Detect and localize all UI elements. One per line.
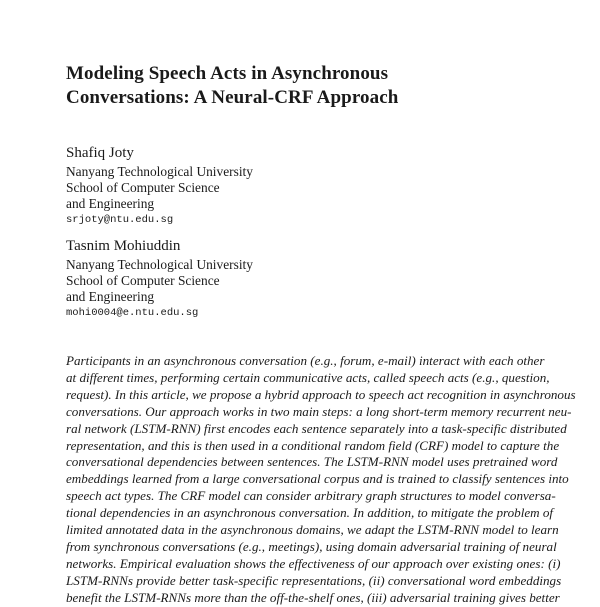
title-line: Modeling Speech Acts in Asynchronous: [66, 63, 389, 84]
author-affiliation-line: Nanyang Technological University: [66, 164, 253, 179]
abstract-line: LSTM-RNNs provide better task-specific representations, (ii) conversational word embeddings: [66, 572, 562, 588]
author-name: Shafiq Joty: [66, 145, 134, 161]
abstract-line: networks. Empirical evaluation shows the effectiveness of our approach over existing ones: (i): [66, 555, 561, 571]
author-block: [66, 144, 366, 228]
author-affiliation-line: School of Computer Science: [66, 273, 220, 288]
abstract-line: conversations. Our approach works in two main steps: a long short-term memory recurrent neu-: [66, 403, 572, 419]
abstract-line: Participants in an asynchronous conversation (e.g., forum, e-mail) interact with each other: [66, 353, 545, 368]
author-affiliation-line: Nanyang Technological University: [66, 257, 253, 272]
abstract-line: at different times, performing certain communicative acts, called speech acts (e.g., question,: [66, 369, 550, 385]
author-affiliation-line: and Engineering: [66, 196, 155, 211]
author-affiliation-line: and Engineering: [66, 289, 155, 304]
abstract-line: tional dependencies in an asynchronous conversation. In addition, to mitigate the problem of: [66, 505, 554, 521]
abstract-line: ral network (LSTM-RNN) first encodes each sentence separately into a task-specific distributed: [66, 420, 567, 436]
abstract: [66, 353, 576, 607]
author-email: mohi0004@e.ntu.edu.sg: [66, 307, 199, 319]
abstract-line: speech act types. The CRF model can consider arbitrary graph structures to model conversa-: [66, 488, 556, 504]
abstract-line: from synchronous conversations (e.g., meetings), using domain adversarial training of neural: [66, 538, 557, 554]
author-affiliation-line: School of Computer Science: [66, 180, 220, 195]
paper-title: [66, 62, 536, 110]
abstract-line: representation, and this is then used in a conditional random field (CRF) model to capture the: [66, 437, 560, 453]
abstract-line: limited annotated data in the asynchronous domains, we adapt the LSTM-RNN model to learn: [66, 522, 559, 538]
abstract-line: conversational dependencies between sentences. The LSTM-RNN model uses pretrained word: [66, 454, 558, 470]
abstract-line: embeddings learned from a large conversational corpus and is trained to classify sentences into: [66, 471, 569, 487]
author-name: Tasnim Mohiuddin: [66, 238, 181, 254]
abstract-line: request). In this article, we propose a hybrid approach to speech act recognition in asynchronous: [66, 386, 576, 402]
author-block: [66, 237, 366, 321]
title-line: Conversations: A Neural-CRF Approach: [66, 87, 399, 108]
abstract-line: benefit the LSTM-RNNs more than the off-the-shelf ones, (iii) adversarial training gives better: [66, 589, 560, 605]
author-email: srjoty@ntu.edu.sg: [66, 214, 174, 226]
